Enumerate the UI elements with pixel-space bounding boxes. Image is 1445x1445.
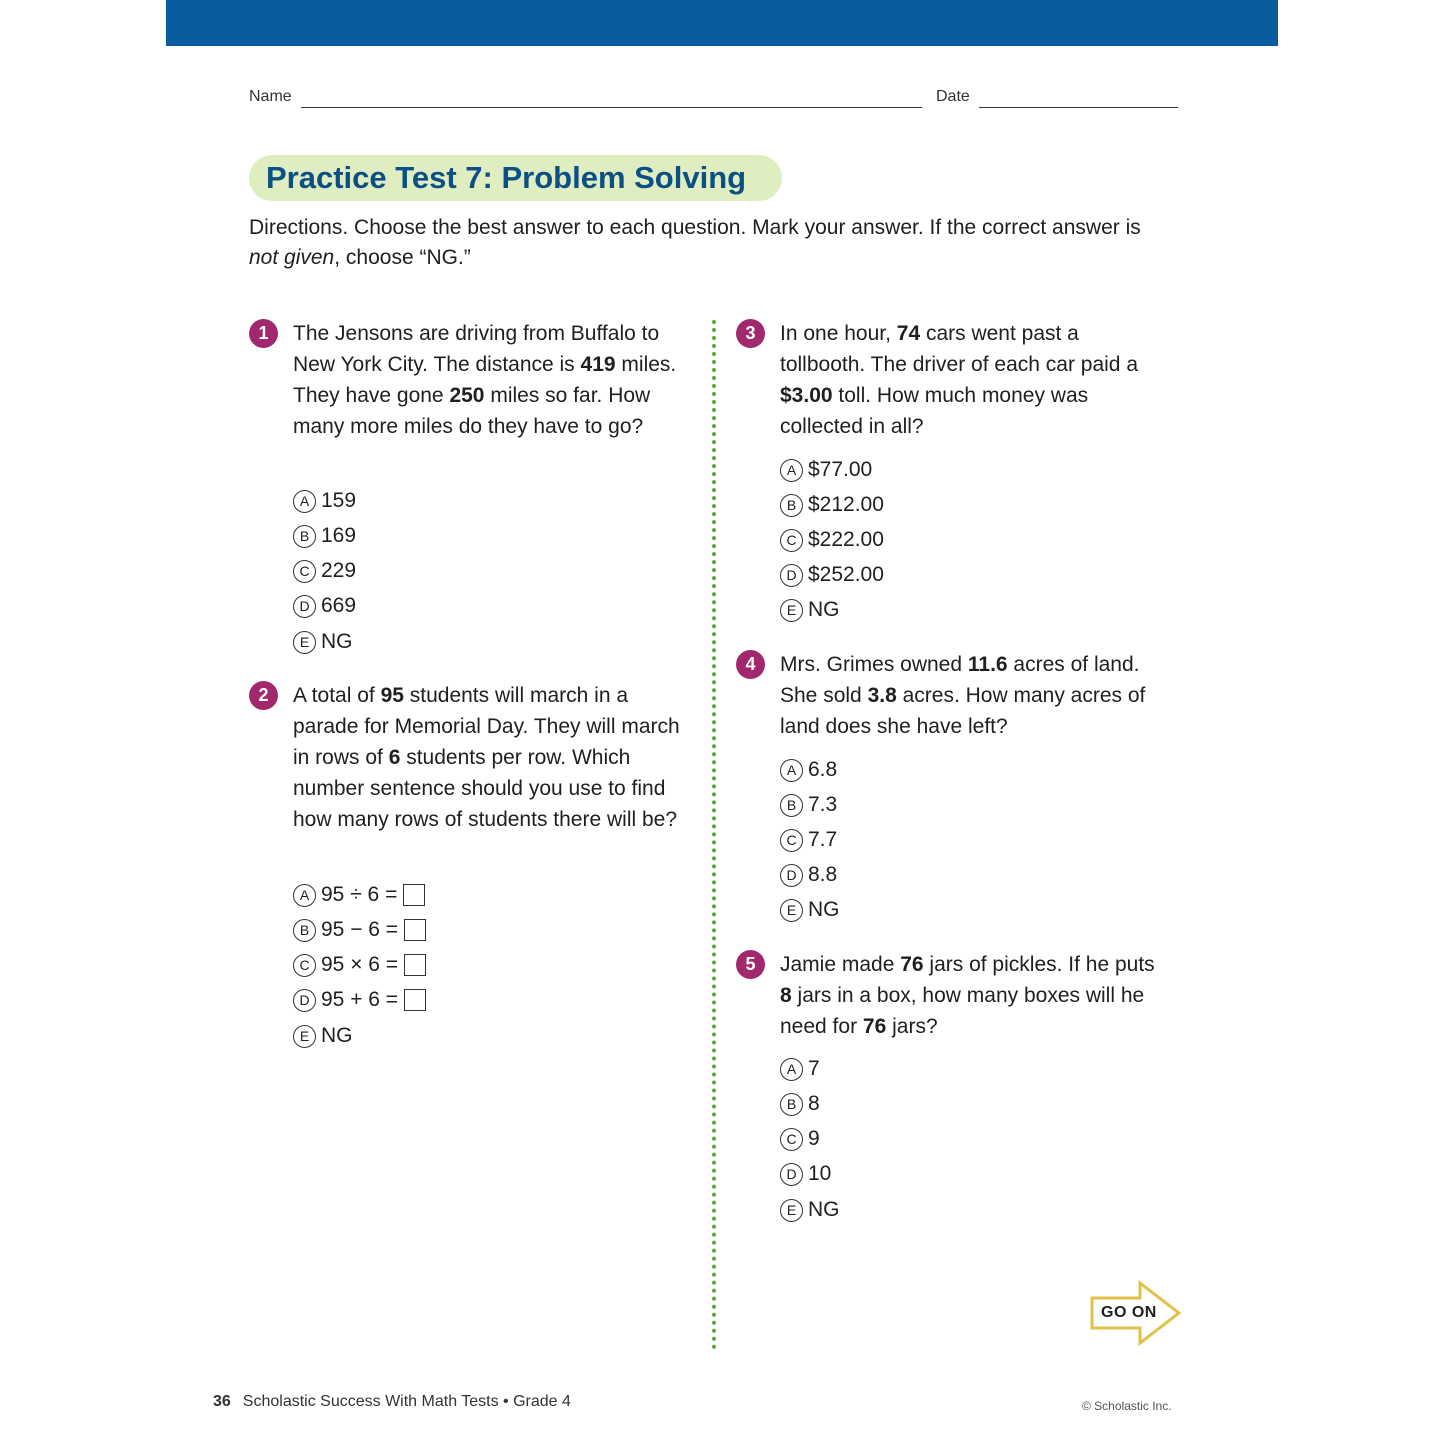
answer-bubble-b[interactable]: B	[780, 1093, 803, 1116]
answer-bubble-d[interactable]: D	[293, 595, 316, 618]
choice-text: 7.3	[808, 793, 838, 816]
answer-bubble-d[interactable]: D	[780, 864, 803, 887]
q5-choice-b[interactable]	[780, 1089, 820, 1119]
answer-bubble-b[interactable]: B	[293, 919, 316, 942]
choice-text: NG	[321, 1024, 353, 1047]
choice-text: 6.8	[808, 758, 838, 781]
copyright: © Scholastic Inc.	[1082, 1399, 1172, 1413]
empty-box-icon	[404, 954, 426, 976]
answer-bubble-c[interactable]: C	[780, 1128, 803, 1151]
question-number-5: 5	[736, 950, 765, 979]
question-3-text	[780, 318, 1155, 442]
q5-value-jars-repeat: 76	[862, 1015, 887, 1038]
q1-text-c: miles so far. How many more miles do they have to go?	[293, 384, 651, 438]
name-line	[301, 107, 922, 108]
empty-box-icon	[404, 919, 426, 941]
empty-box-icon	[403, 884, 425, 906]
question-5-text	[780, 949, 1165, 1042]
go-on-label: GO ON	[1101, 1304, 1157, 1321]
choice-text: $252.00	[808, 563, 884, 586]
book-title: Scholastic Success With Math Tests • Grade 4	[242, 1393, 571, 1410]
directions-emphasis: not given	[249, 246, 335, 269]
q4-value-owned: 11.6	[967, 653, 1008, 676]
q1-value-gone: 250	[449, 384, 485, 407]
answer-bubble-e[interactable]: E	[780, 899, 803, 922]
choice-text: 8.8	[808, 863, 838, 886]
q1-text-a: The Jensons are driving from Buffalo to New York City. The distance is	[293, 322, 660, 376]
q5-text-c: jars in a box, how many boxes will he need for	[780, 984, 1145, 1038]
q3-choice-b[interactable]	[780, 490, 884, 520]
q2-choice-d[interactable]	[293, 985, 426, 1015]
q2-value-per-row: 6	[388, 746, 401, 769]
answer-bubble-b[interactable]: B	[780, 794, 803, 817]
footer	[213, 1393, 571, 1411]
q4-text-a: Mrs. Grimes owned	[780, 653, 968, 676]
answer-bubble-e[interactable]: E	[780, 1199, 803, 1222]
q5-text-b: jars of pickles. If he puts	[923, 953, 1155, 976]
choice-text: 95 − 6 =	[321, 918, 399, 941]
choice-text: 8	[808, 1092, 820, 1115]
q4-choice-d[interactable]	[780, 860, 837, 890]
question-4-text	[780, 649, 1180, 742]
answer-bubble-a[interactable]: A	[780, 759, 803, 782]
q2-choice-b[interactable]	[293, 915, 426, 945]
answer-bubble-c[interactable]: C	[780, 829, 803, 852]
choice-text: $222.00	[808, 528, 884, 551]
empty-box-icon	[404, 989, 426, 1011]
q2-choice-c[interactable]	[293, 950, 426, 980]
q5-choice-d[interactable]	[780, 1159, 831, 1189]
q2-text-a: A total of	[293, 684, 381, 707]
page-title: Practice Test 7: Problem Solving	[266, 160, 747, 195]
choice-text: 95 + 6 =	[321, 988, 399, 1011]
q3-text-c: toll. How much money was collected in all?	[780, 384, 1089, 438]
answer-bubble-c[interactable]: C	[293, 560, 316, 583]
answer-bubble-b[interactable]: B	[780, 494, 803, 517]
q1-choice-d[interactable]	[293, 591, 356, 621]
q2-choice-a[interactable]	[293, 880, 425, 910]
header-bar	[166, 0, 1278, 46]
q1-choice-b[interactable]	[293, 521, 356, 551]
q3-choice-e[interactable]	[780, 595, 840, 625]
q3-text-b: cars went past a tollbooth. The driver of each car paid a	[780, 322, 1138, 376]
choice-text: NG	[808, 1198, 840, 1221]
date-line	[979, 107, 1178, 108]
q5-text-a: Jamie made	[780, 953, 901, 976]
answer-bubble-d[interactable]: D	[780, 1163, 803, 1186]
answer-bubble-a[interactable]: A	[780, 459, 803, 482]
q4-choice-a[interactable]	[780, 755, 837, 785]
q1-choice-e[interactable]	[293, 627, 353, 657]
directions-text: Directions. Choose the best answer to each question. Mark your answer. If the correct answer is	[249, 216, 1141, 239]
answer-bubble-d[interactable]: D	[780, 564, 803, 587]
q3-choice-d[interactable]	[780, 560, 884, 590]
q5-text-d: jars?	[886, 1015, 938, 1038]
question-number-4: 4	[736, 650, 765, 679]
choice-text: $212.00	[808, 493, 884, 516]
q2-text-c: students per row. Which number sentence should you use to find how many rows of students there will be?	[293, 746, 678, 831]
answer-bubble-d[interactable]: D	[293, 989, 316, 1012]
choice-text: 229	[321, 559, 357, 582]
choice-text: 9	[808, 1127, 820, 1150]
choice-text: NG	[321, 630, 353, 653]
q3-choice-c[interactable]	[780, 525, 884, 555]
answer-bubble-e[interactable]: E	[780, 599, 803, 622]
q5-value-jars: 76	[900, 953, 924, 976]
q3-value-toll: $3.00	[780, 384, 833, 407]
choice-text: NG	[808, 598, 840, 621]
choice-text: 10	[808, 1162, 832, 1185]
page-number: 36	[213, 1393, 231, 1410]
question-number-3: 3	[736, 319, 765, 348]
q4-text-b: acres of land. She sold	[780, 653, 1140, 707]
q5-choice-e[interactable]	[780, 1195, 840, 1225]
choice-text: NG	[808, 898, 840, 921]
choice-text: $77.00	[808, 458, 873, 481]
q3-value-cars: 74	[896, 322, 921, 345]
question-1-text	[293, 318, 693, 442]
q1-text-b: miles. They have gone	[293, 353, 677, 407]
answer-bubble-b[interactable]: B	[293, 525, 316, 548]
answer-bubble-a[interactable]: A	[780, 1058, 803, 1081]
question-2-text	[293, 680, 693, 835]
q5-choice-a[interactable]	[780, 1054, 820, 1084]
choice-text: 7.7	[808, 828, 838, 851]
choice-text: 669	[321, 594, 357, 617]
question-number-1: 1	[249, 319, 278, 348]
q4-choice-b[interactable]	[780, 790, 837, 820]
choice-text: 159	[321, 489, 357, 512]
choice-text: 95 ÷ 6 =	[321, 883, 398, 906]
answer-bubble-e[interactable]: E	[293, 1025, 316, 1048]
column-divider	[712, 320, 716, 1350]
q1-choice-c[interactable]	[293, 556, 356, 586]
choice-text: 169	[321, 524, 357, 547]
directions	[249, 213, 1169, 273]
name-label: Name	[249, 88, 292, 105]
answer-bubble-c[interactable]: C	[293, 954, 316, 977]
answer-bubble-e[interactable]: E	[293, 631, 316, 654]
directions-text-end: , choose “NG.”	[334, 246, 471, 269]
answer-bubble-a[interactable]: A	[293, 490, 316, 513]
date-label: Date	[936, 88, 970, 105]
q3-text-a: In one hour,	[780, 322, 897, 345]
q2-value-students: 95	[380, 684, 404, 707]
choice-text: 95 × 6 =	[321, 953, 399, 976]
q5-value-per-box: 8	[780, 984, 792, 1007]
q3-choice-a[interactable]	[780, 455, 872, 485]
q5-choice-c[interactable]	[780, 1124, 820, 1154]
answer-bubble-a[interactable]: A	[293, 884, 316, 907]
q1-choice-a[interactable]	[293, 486, 356, 516]
question-number-2: 2	[249, 681, 278, 710]
q4-text-c: acres. How many acres of land does she have left?	[780, 684, 1146, 738]
q2-text-b: students will march in a parade for Memorial Day. They will march in rows of	[293, 684, 680, 769]
answer-bubble-c[interactable]: C	[780, 529, 803, 552]
choice-text: 7	[808, 1057, 820, 1080]
q4-value-sold: 3.8	[867, 684, 897, 707]
q4-choice-c[interactable]	[780, 825, 837, 855]
q2-choice-e[interactable]	[293, 1021, 353, 1051]
q1-value-distance: 419	[580, 353, 616, 376]
q4-choice-e[interactable]	[780, 895, 840, 925]
